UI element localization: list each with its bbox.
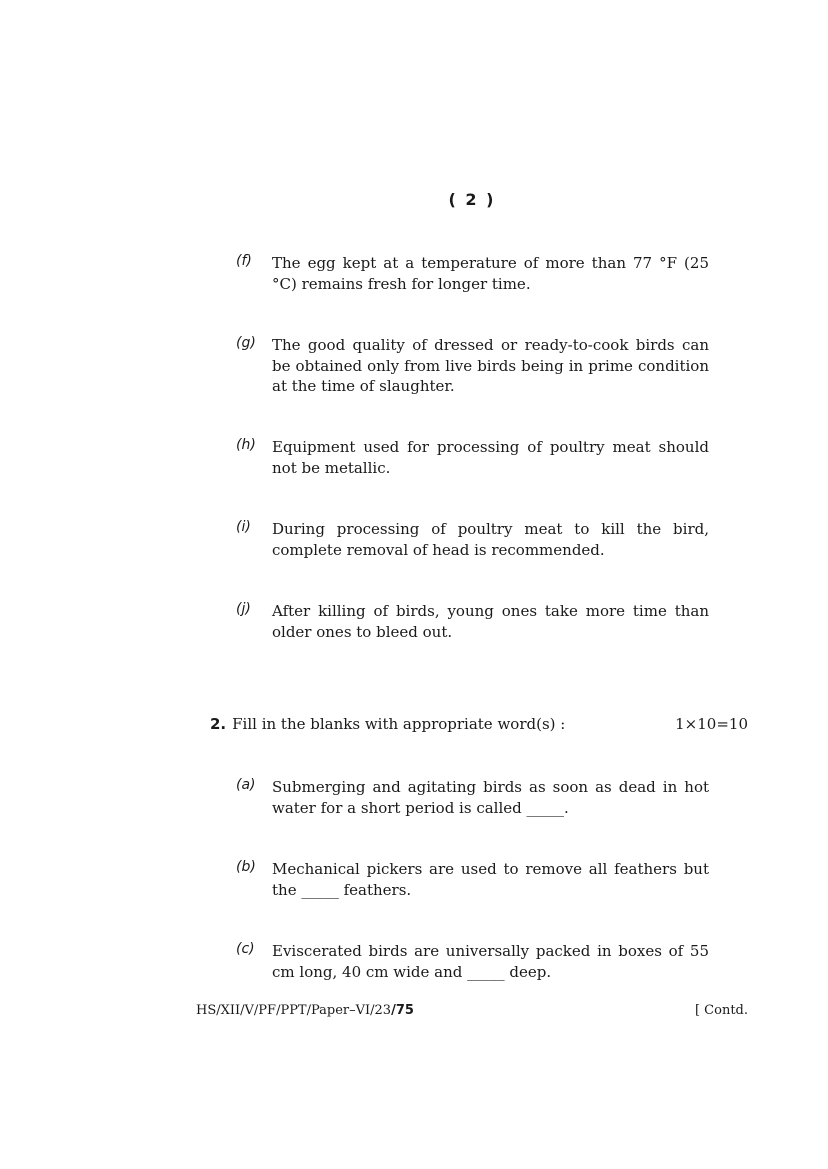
blank-a <box>236 777 709 818</box>
question-marks: 1×10=10 <box>675 715 748 733</box>
item-label: (j) <box>236 601 251 617</box>
paper-code-suffix: /75 <box>391 1003 414 1018</box>
question-text: Fill in the blanks with appropriate word(s) : <box>232 715 566 733</box>
item-text: Equipment used for processing of poultry meat should not be metallic. <box>272 438 709 477</box>
paper-code <box>196 1003 414 1018</box>
blank-c <box>236 941 709 982</box>
item-label: (c) <box>236 941 255 957</box>
question-number: 2. <box>210 715 227 733</box>
item-label: (a) <box>236 777 256 793</box>
statement-g <box>236 335 709 397</box>
item-text: Mechanical pickers are used to remove all feathers but the _____ feathers. <box>272 860 709 899</box>
blank-b <box>236 859 709 900</box>
item-text: The egg kept at a temperature of more than 77 °F (25 °C) remains fresh for longer time. <box>272 254 709 293</box>
item-text: After killing of birds, young ones take more time than older ones to bleed out. <box>272 602 709 641</box>
continued-note: [ Contd. <box>694 1003 748 1018</box>
statement-h <box>236 437 709 478</box>
item-text: The good quality of dressed or ready-to-cook birds can be obtained only from live birds being in prime condition at the time of slaughter. <box>272 336 709 395</box>
item-label: (b) <box>236 859 256 875</box>
paper-code-text: HS/XII/V/PF/PPT/Paper–VI/23 <box>196 1003 392 1018</box>
page-number: ( 2 ) <box>448 190 496 209</box>
statement-f <box>236 253 709 294</box>
question-2 <box>210 715 750 733</box>
item-label: (f) <box>236 253 252 269</box>
item-label: (h) <box>236 437 256 453</box>
item-text: Eviscerated birds are universally packed in boxes of 55 cm long, 40 cm wide and _____ deep. <box>272 942 709 981</box>
item-label: (i) <box>236 519 251 535</box>
statement-j <box>236 601 709 642</box>
item-text: During processing of poultry meat to kill the bird, complete removal of head is recommended. <box>272 520 709 559</box>
statement-i <box>236 519 709 560</box>
item-text: Submerging and agitating birds as soon as dead in hot water for a short period is called _____. <box>272 778 709 817</box>
item-label: (g) <box>236 335 256 351</box>
